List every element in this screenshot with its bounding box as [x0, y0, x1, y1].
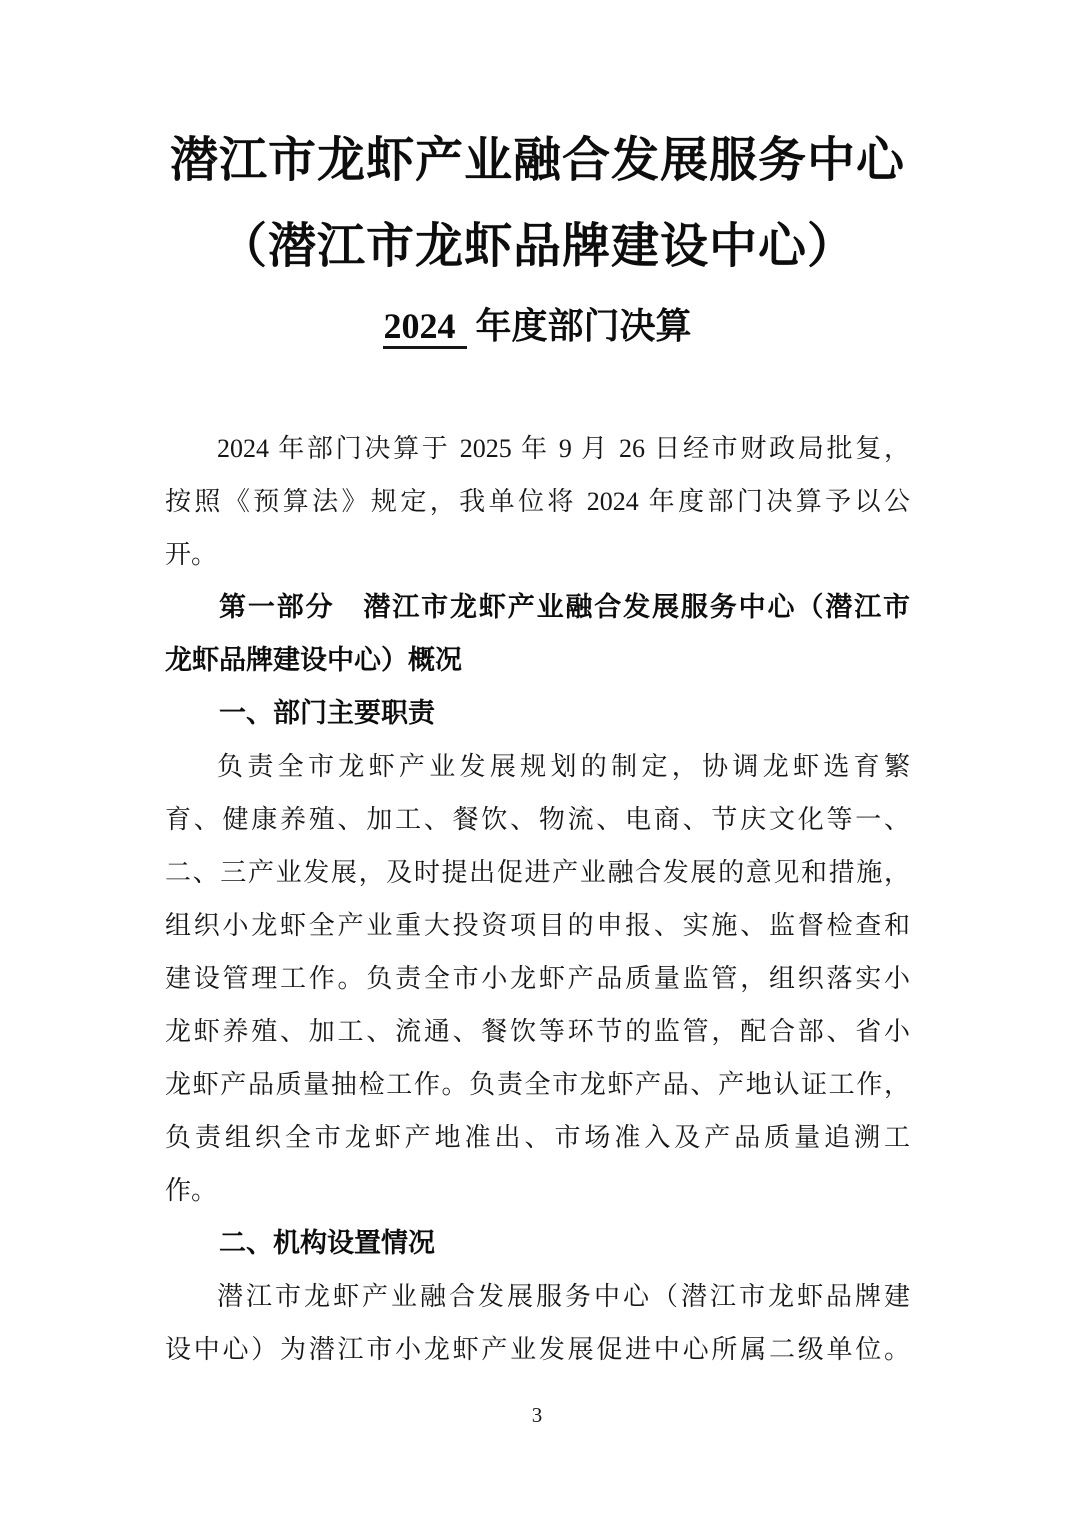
- body-text-line: 开。: [165, 540, 218, 569]
- doc-title-line1: 潜江市龙虾产业融合发展服务中心: [169, 134, 905, 187]
- body-text-line: 二、三产业发展，及时提出促进产业融合发展的意见和措施，: [165, 858, 910, 887]
- body-text-line: 设中心）为潜江市小龙虾产业发展促进中心所属二级单位。: [165, 1335, 910, 1364]
- body-text-line: 负责全市龙虾产业发展规划的制定，协调龙虾选育繁: [217, 752, 910, 781]
- heading-line: 龙虾品牌建设中心）概况: [165, 645, 462, 675]
- body-text-line: 潜江市龙虾产业融合发展服务中心（潜江市龙虾品牌建: [217, 1282, 910, 1311]
- body-text-line: 龙虾养殖、加工、流通、餐饮等环节的监管，配合部、省小: [165, 1017, 910, 1046]
- page-footer: [0, 1398, 1074, 1432]
- body-text-line: 2024 年部门决算于 2025 年 9 月 26 日经市财政局批复，: [217, 434, 910, 463]
- body-text-line: 作。: [165, 1176, 218, 1205]
- doc-subtitle: [165, 290, 910, 362]
- heading-line: 二、机构设置情况: [219, 1228, 435, 1258]
- subtitle-text: 年度部门决算: [475, 306, 692, 346]
- body-text-line: 育、健康养殖、加工、餐饮、物流、电商、节庆文化等一、: [165, 805, 910, 834]
- heading-line: 第一部分 潜江市龙虾产业融合发展服务中心（潜江市: [219, 592, 910, 622]
- body-text-line: 负责组织全市龙虾产地准出、市场准入及产品质量追溯工: [165, 1123, 910, 1152]
- page-number: 3: [531, 1403, 543, 1427]
- heading-line: 一、部门主要职责: [219, 698, 435, 728]
- body-text-line: 组织小龙虾全产业重大投资项目的申报、实施、监督检查和: [165, 911, 910, 940]
- document-title-block: [165, 0, 910, 362]
- body-text-line: 龙虾产品质量抽检工作。负责全市龙虾产品、产地认证工作，: [165, 1070, 910, 1099]
- subtitle-year-underlined: 2024: [383, 306, 467, 349]
- body-text-line: 按照《预算法》规定，我单位将 2024 年度部门决算予以公: [165, 487, 910, 516]
- body-text-line: 建设管理工作。负责全市小龙虾产品质量监管，组织落实小: [165, 964, 910, 993]
- document-body: [165, 422, 910, 1376]
- doc-title-line2: （潜江市龙虾品牌建设中心）: [218, 220, 856, 273]
